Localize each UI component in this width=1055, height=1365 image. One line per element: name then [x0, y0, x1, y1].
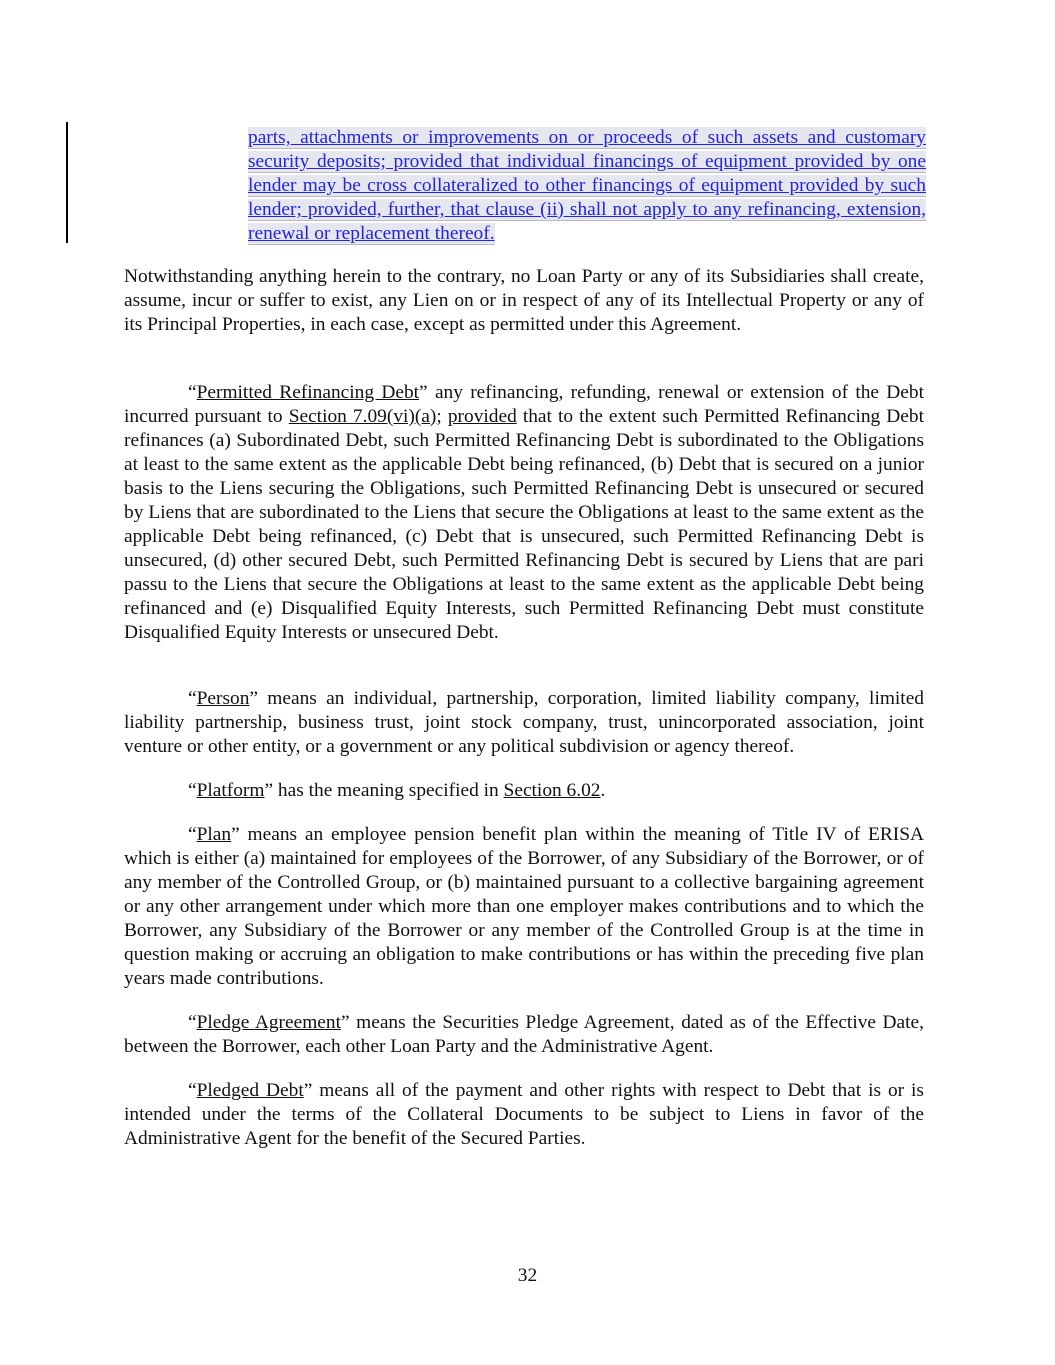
section-reference: Section 6.02: [503, 780, 601, 801]
definition-platform: “Platform” has the meaning specified in Section 6.02.: [188, 780, 606, 801]
definition-plan: “Plan” means an employee pension benefit plan within the meaning of Title IV of ERISA which is either (a) maintained for employees of the Borrower, of any Subsidiary of the Borrower, or of any member of the Controlled Group, or (b) maintained pursuant to a collective bargaining agreement or any other arrangement under which more than one employer makes contributions and to which the Borrower, any Subsidiary of the Borrower or any member of the Controlled Group is at the time in question making or accruing an obligation to make contributions or has within the preceding five plan years made contributions.: [124, 824, 924, 989]
page-number: 32: [517, 1265, 538, 1286]
defined-term: Pledged Debt: [196, 1080, 304, 1101]
defined-term: Platform: [196, 780, 265, 801]
definition-pledged-debt: “Pledged Debt” means all of the payment and other rights with respect to Debt that is or is intended under the terms of the Collateral Documents to be subject to Liens in favor of the Administrative Agent for the benefit of the Secured Parties.: [124, 1080, 924, 1149]
defined-term: Permitted Refinancing Debt: [196, 382, 420, 403]
definition-pledge-agreement: “Pledge Agreement” means the Securities Pledge Agreement, dated as of the Effective Date, between the Borrower, each other Loan Party and the Administrative Agent.: [124, 1012, 924, 1057]
defined-term: Person: [196, 688, 250, 709]
proviso-term: provided: [447, 406, 517, 427]
defined-term: Plan: [196, 824, 232, 845]
definition-person: “Person” means an individual, partnership, corporation, limited liability company, limited liability partnership, business trust, joint stock company, trust, unincorporated association, joint venture or other entity, or a government or any political subdivision or agency thereof.: [124, 688, 924, 757]
revision-change-bar: [66, 122, 68, 243]
notwithstanding-paragraph: Notwithstanding anything herein to the contrary, no Loan Party or any of its Subsidiaries shall create, assume, incur or suffer to exist, any Lien on or in respect of any of its Intellectual Property or any of its Principal Properties, in each case, except as permitted under this Agreement.: [124, 266, 924, 335]
inserted-clause-text: parts, attachments or improvements on or proceeds of such assets and customary security deposits; provided that individual financings of equipment provided by one lender may be cross collateralized to other financings of equipment provided by such lender; provided, further, that clause (ii) shall not apply to any refinancing, extension, renewal or replacement thereof.: [248, 127, 926, 244]
defined-term: Pledge Agreement: [196, 1012, 341, 1033]
definition-permitted-refinancing-debt: “Permitted Refinancing Debt” any refinancing, refunding, renewal or extension of the Debt incurred pursuant to Section 7.09(vi)(a); provided that to the extent such Permitted Refinancing Debt refinances (a) Subordinated Debt, such Permitted Refinancing Debt is subordinated to the Obligations at least to the same extent as the applicable Debt being refinanced, (b) Debt that is secured on a junior basis to the Liens securing the Obligations, such Permitted Refinancing Debt is unsecured or secured by Liens that are subordinated to the Liens that secure the Obligations at least to the same extent as the applicable Debt being refinanced, (c) Debt that is unsecured, such Permitted Refinancing Debt is unsecured, (d) other secured Debt, such Permitted Refinancing Debt is secured by Liens that are pari passu to the Liens that secure the Obligations at least to the same extent as the applicable Debt being refinanced and (e) Disqualified Equity Interests, such Permitted Refinancing Debt must constitute Disqualified Equity Interests or unsecured Debt.: [124, 382, 924, 643]
section-reference: Section 7.09(vi)(a): [288, 406, 437, 427]
